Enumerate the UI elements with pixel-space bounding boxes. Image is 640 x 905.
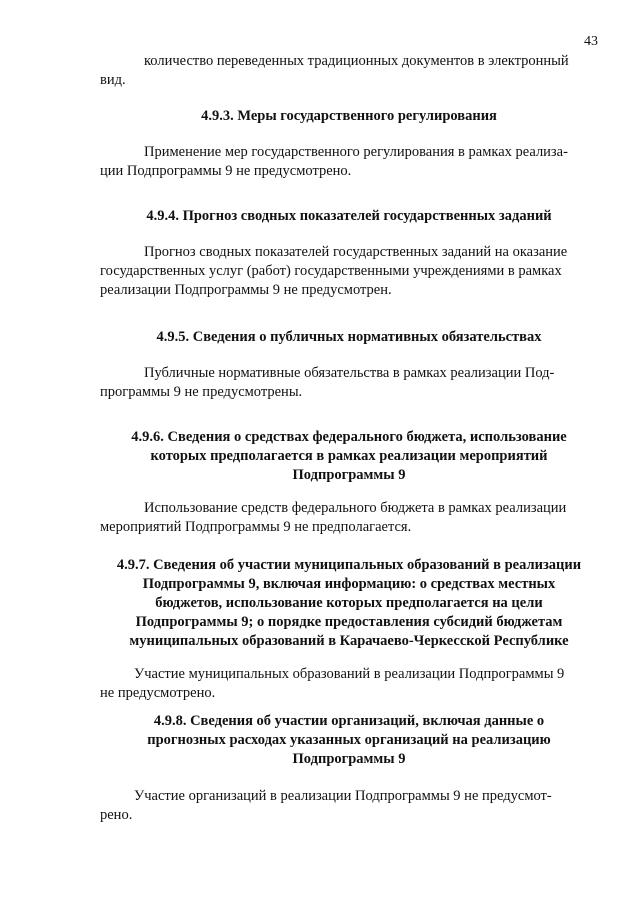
section-4-9-8-body [100,787,598,825]
body-line: реализации Подпрограммы 9 не предусмотрен. [100,282,392,298]
section-body [100,665,598,703]
intro-paragraph [100,52,598,90]
page-number: 43 [584,34,598,49]
heading-line: 4.9.6. Сведения о средствах федерального бюджета, использование [131,429,567,445]
section-heading [100,107,598,126]
section-body [100,243,598,300]
section-4-9-4-body [100,243,598,300]
heading-line: Подпрограммы 9 [292,467,406,483]
section-4-9-8 [100,712,598,769]
body-line: Участие муниципальных образований в реализации Подпрограммы 9 [134,666,565,682]
body-line: Участие организаций в реализации Подпрограммы 9 не предусмот- [134,788,552,804]
section-body [100,499,598,537]
body-line: программы 9 не предусмотрены. [100,384,303,400]
body-line: ции Подпрограммы 9 не предусмотрено. [100,163,352,179]
heading-line: Подпрограммы 9 [292,751,406,767]
section-body [100,364,598,402]
heading-line: бюджетов, использование которых предполагается на цели [155,595,543,611]
heading-line: прогнозных расходах указанных организаций на реализацию [147,732,551,748]
section-body [100,787,598,825]
body-line: мероприятий Подпрограммы 9 не предполагается. [100,519,412,535]
body-line: Применение мер государственного регулирования в рамках реализа- [144,144,568,160]
heading-line: 4.9.3. Меры государственного регулирования [201,108,497,124]
section-4-9-6-body [100,499,598,537]
section-4-9-3-body [100,143,598,181]
heading-line: 4.9.7. Сведения об участии муниципальных образований в реализации [116,557,582,573]
intro-line: вид. [100,72,126,88]
section-4-9-4 [100,207,598,226]
body-line: Прогноз сводных показателей государственных заданий на оказание [144,244,568,260]
heading-line: 4.9.4. Прогноз сводных показателей государственных заданий [146,208,552,224]
intro-text [100,52,598,90]
section-heading [100,428,598,485]
section-heading [100,207,598,226]
heading-line: 4.9.5. Сведения о публичных нормативных обязательствах [156,329,542,345]
section-4-9-5 [100,328,598,347]
section-heading [100,556,598,651]
section-4-9-7-body [100,665,598,703]
section-heading [100,712,598,769]
section-4-9-7 [100,556,598,651]
section-body [100,143,598,181]
section-4-9-6 [100,428,598,485]
section-4-9-5-body [100,364,598,402]
body-line: не предусмотрено. [100,685,216,701]
heading-line: которых предполагается в рамках реализации мероприятий [150,448,548,464]
heading-line: муниципальных образований в Карачаево-Черкесской Республике [129,633,569,649]
body-line: государственных услуг (работ) государственными учреждениями в рамках [100,263,562,279]
heading-line: Подпрограммы 9, включая информацию: о средствах местных [142,576,556,592]
body-line: Использование средств федерального бюджета в рамках реализации [144,500,567,516]
heading-line: Подпрограммы 9; о порядке предоставления субсидий бюджетам [135,614,563,630]
section-heading [100,328,598,347]
section-4-9-3 [100,107,598,126]
body-line: Публичные нормативные обязательства в рамках реализации Под- [144,365,555,381]
body-line: рено. [100,807,133,823]
intro-line: количество переведенных традиционных документов в электронный [144,53,569,69]
heading-line: 4.9.8. Сведения об участии организаций, включая данные о [153,713,545,729]
